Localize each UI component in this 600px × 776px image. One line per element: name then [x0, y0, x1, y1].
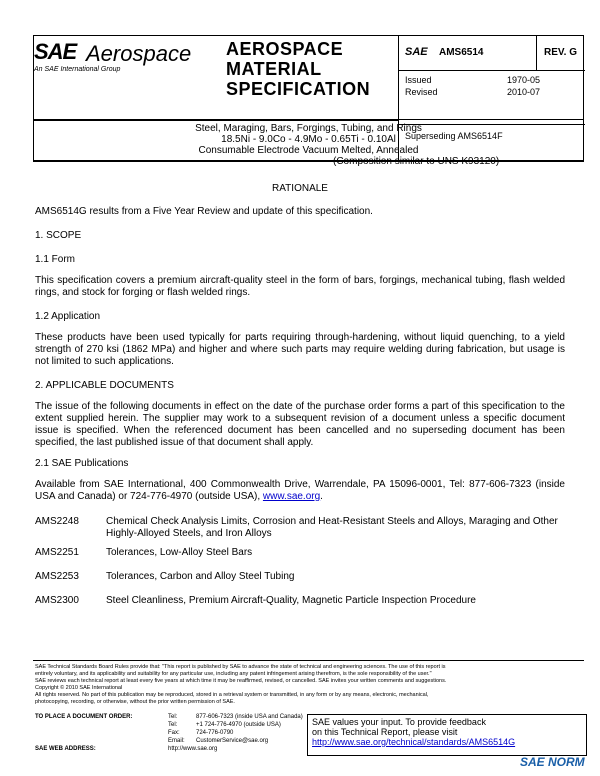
section-2-1-heading: 2.1 SAE Publications: [35, 458, 129, 469]
spec-title: [210, 36, 430, 120]
revised-value: 2010-07: [507, 87, 541, 97]
footer-line-5: All rights reserved. No part of this publication may be reproduced, stored in a retrieval system or transmitted, in any form or by any means, electronic, mechanical,: [35, 692, 429, 698]
email-value[interactable]: CustomerService@sae.org: [196, 738, 269, 744]
section-1-1-text: This specification covers a premium aircraft-quality steel in the form of bars, forgings, mechanical tubing, flash welded rings, and stock for forging or flash welded rings.: [35, 275, 565, 298]
doc-desc-1: Chemical Check Analysis Limits, Corrosion and Heat-Resistant Steels and Alloys, Maraging and Other Highly-Alloyed Steels, and Iron Alloys: [106, 516, 558, 539]
section-1-1-heading: 1.1 Form: [35, 254, 76, 265]
revision: REV. G: [544, 47, 577, 58]
copyright: Copyright © 2010 SAE International: [35, 685, 123, 691]
tel1-label: Tel:: [168, 714, 178, 720]
logo-sae-text: SAE: [34, 39, 77, 64]
rationale-text: AMS6514G results from a Five Year Review and update of this specification.: [35, 206, 373, 217]
section-2-heading: 2. APPLICABLE DOCUMENTS: [35, 380, 174, 391]
sae-publications-text: Available from SAE International, 400 Commonwealth Drive, Warrendale, PA 15096-0001, Tel: 877-606-7323 (inside USA and Canada) or 724-776-4970 (outside USA),: [35, 479, 565, 502]
footer-line-2: entirely voluntary, and its applicability and suitability for any particular use, including any patent infringement arising therefrom, is the sole responsibility of the user.": [35, 671, 432, 677]
web-value[interactable]: http://www.sae.org: [168, 746, 218, 752]
footer-line-3: SAE reviews each technical report at least every five years at which time it may be reaffirmed, revised, or cancelled. SAE invites your written comments and suggestions.: [35, 678, 447, 684]
doc-code-2: AMS2251: [35, 547, 79, 558]
order-label: TO PLACE A DOCUMENT ORDER:: [35, 714, 133, 720]
logo-aerospace-text: Aerospace: [86, 41, 192, 66]
feedback-line-2: on this Technical Report, please visit: [312, 727, 458, 737]
subtitle-bottom-rule: [33, 161, 584, 162]
dates-row: [399, 71, 585, 125]
doc-number: AMS6514: [439, 47, 484, 58]
section-1-heading: 1. SCOPE: [35, 230, 82, 241]
superseding-text: Superseding AMS6514F: [405, 131, 503, 141]
logo-subtitle: An SAE International Group: [34, 66, 121, 73]
tel2-label: Tel:: [168, 722, 178, 728]
fax-value: 724-776-0790: [196, 730, 234, 736]
email-label: Email:: [168, 738, 185, 744]
doc-desc-4: Steel Cleanliness, Premium Aircraft-Quality, Magnetic Particle Inspection Procedure: [106, 595, 476, 606]
section-1-2-text: These products have been used typically for parts requiring through-hardening, without liquid quenching, to a yield strength of 270 ksi (1862 MPa) and higher and where such parts may require welding during fabrication, but usage is not limited to such applications.: [35, 332, 565, 367]
footer-line-6: photocopying, recording, or otherwise, without the prior written permission of SAE.: [35, 699, 235, 705]
subtitle-line-2: 18.5Ni - 9.0Co - 4.9Mo - 0.65Ti - 0.10Al: [221, 134, 396, 145]
web-label: SAE WEB ADDRESS:: [35, 746, 96, 752]
sae-mark: SAE: [405, 46, 428, 58]
tel1-value: 877-606-7323 (inside USA and Canada): [196, 714, 303, 720]
footer-line-1: SAE Technical Standards Board Rules provide that: "This report is published by SAE to advance the state of technical and engineering sciences. The use of this report is: [35, 664, 446, 670]
sae-norm-watermark: SAE NORM: [520, 755, 585, 769]
divider: [536, 36, 537, 71]
feedback-line-1: SAE values your input. To provide feedback: [312, 717, 486, 727]
title-line-2: MATERIAL: [226, 59, 322, 79]
rationale-heading: RATIONALE: [272, 183, 328, 194]
doc-number-row: [399, 36, 585, 71]
sentence-end: .: [320, 491, 323, 502]
subtitle-line-1: Steel, Maraging, Bars, Forgings, Tubing, and Rings: [195, 123, 422, 134]
footer-rule: [33, 660, 584, 661]
doc-code-3: AMS2253: [35, 571, 79, 582]
section-2-text: The issue of the following documents in effect on the date of the purchase order forms a part of this specification to the extent supplied herein. The supplier may work to a subsequent revision of a document unless a specific document issue is specified. When the referenced document has been cancelled and no superseding document has been specified, the last published issue of that document shall apply.: [35, 401, 565, 448]
title-line-1: AEROSPACE: [226, 39, 344, 59]
issued-value: 1970-05: [507, 75, 541, 85]
section-2-1-text: [35, 479, 565, 503]
sae-website-link[interactable]: www.sae.org: [262, 491, 321, 502]
material-subtitle: [33, 119, 584, 161]
section-1-2-heading: 1.2 Application: [35, 311, 101, 322]
doc-desc-2: Tolerances, Low-Alloy Steel Bars: [106, 547, 253, 558]
revised-label: Revised: [405, 87, 438, 97]
doc-code-4: AMS2300: [35, 595, 79, 606]
title-line-3: SPECIFICATION: [226, 79, 371, 99]
sae-aerospace-logo: [34, 36, 210, 120]
fax-label: Fax:: [168, 730, 180, 736]
feedback-box: [307, 714, 587, 756]
doc-desc-3: Tolerances, Carbon and Alloy Steel Tubing: [106, 571, 295, 582]
issued-label: Issued: [405, 75, 432, 85]
subtitle-line-3: Consumable Electrode Vacuum Melted, Annealed: [198, 145, 419, 156]
tel2-value: +1 724-776-4970 (outside USA): [196, 722, 281, 728]
feedback-link[interactable]: http://www.sae.org/technical/standards/AMS6514G: [312, 737, 516, 747]
doc-code-1: AMS2248: [35, 516, 79, 527]
